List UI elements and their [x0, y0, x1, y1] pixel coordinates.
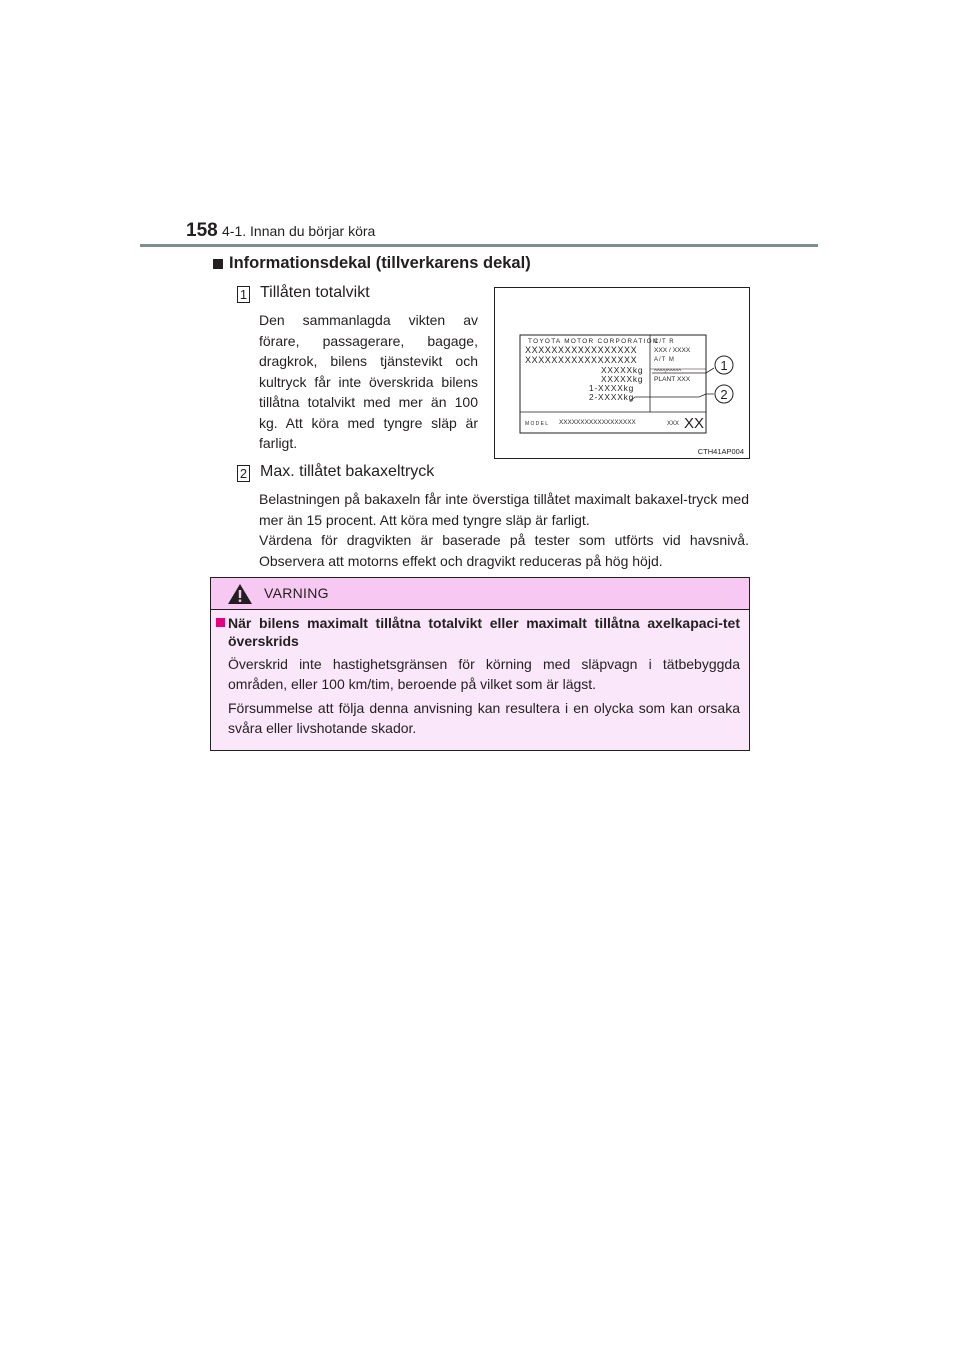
callout-number-1: 1: [720, 358, 728, 373]
label-row-2: XXXXXXXXXXXXXXXXX: [525, 355, 638, 365]
label-model-big: XX: [684, 415, 705, 432]
label-right-ctr: C/T R: [654, 339, 675, 345]
item-1-title: Tillåten totalvikt: [260, 284, 370, 301]
page-number: 158: [186, 220, 218, 241]
label-weight-axle-1: 1-XXXXkg: [589, 383, 635, 393]
label-weight-2: XXXXXkg: [601, 374, 644, 384]
item-2-title: Max. tillåtet bakaxeltryck: [260, 463, 435, 480]
warning-body: [211, 610, 749, 750]
callout-line-2: [630, 394, 714, 401]
label-weight-1: XXXXXkg: [601, 365, 644, 375]
section-heading: [211, 254, 531, 273]
label-right-atm: A/T M: [654, 357, 675, 363]
label-row-1: XXXXXXXXXXXXXXXXX: [525, 345, 638, 355]
label-model-xxx: XXX: [667, 421, 680, 427]
label-weight-axle-2: 2-XXXXkg: [589, 392, 635, 402]
item-2-paragraph-1: Belastningen på bakaxeln får inte överstiga tillåtet maximalt bakaxel-tryck med mer än 15 procent. Att köra med tyngre släp är farligt.: [259, 491, 749, 528]
label-right-plant: PLANT XXX: [654, 376, 691, 383]
item-1-number-badge: 1: [237, 286, 250, 303]
label-right-carets: ^^^^/^^^^^: [654, 369, 682, 375]
section-header: 4-1. Innan du börjar köra: [222, 223, 376, 239]
label-manufacturer: TOYOTA MOTOR CORPORATION: [528, 338, 659, 345]
warning-header: [211, 578, 749, 610]
callout-number-2: 2: [720, 387, 728, 402]
label-model-value: XXXXXXXXXXXXXXXXXX: [559, 419, 636, 426]
warning-paragraph-1: Överskrid inte hastighetsgränsen för körning med släpvagn i tätbebyggda områden, eller 100 km/tim, beroende på vilket som är lägst.: [228, 656, 740, 692]
warning-box: [210, 577, 750, 751]
item-2-paragraph-2: Värdena för dragvikten är baserade på tester som utförts vid havsnivå. Observera att motorns effekt och dragvikt reduceras på hög höjd.: [259, 532, 749, 569]
label-model-caption: MODEL: [525, 421, 550, 427]
header-rule: [140, 244, 818, 247]
label-diagram: [495, 288, 749, 458]
section-heading-text: Informationsdekal (tillverkarens dekal): [229, 254, 531, 272]
item-1-text: Den sammanlagda vikten av förare, passagerare, bagage, dragkrok, bilens tjänstevikt och kultryck får inte överskrida bilens tillåtna totalvikt med mer än 100 kg. Att köra med tyngre släp är farligt.: [259, 312, 478, 451]
item-2-number-badge: 2: [237, 465, 250, 482]
figure-code: CTH41AP004: [697, 447, 744, 456]
square-bullet-icon: [213, 259, 223, 269]
warning-title: När bilens maximalt tillåtna totalvikt eller maximalt tillåtna axelkapaci-tet överskrids: [228, 615, 740, 649]
warning-label: VARNING: [264, 585, 329, 601]
label-right-xxx: XXX / XXXX: [654, 347, 691, 354]
warning-paragraph-2: Försummelse att följa denna anvisning kan resultera i en olycka som kan orsaka svåra eller livshotande skador.: [228, 700, 740, 736]
warning-triangle-icon: [227, 583, 253, 605]
manufacturer-label-figure: [494, 287, 750, 459]
warning-bullet-icon: [216, 618, 225, 627]
